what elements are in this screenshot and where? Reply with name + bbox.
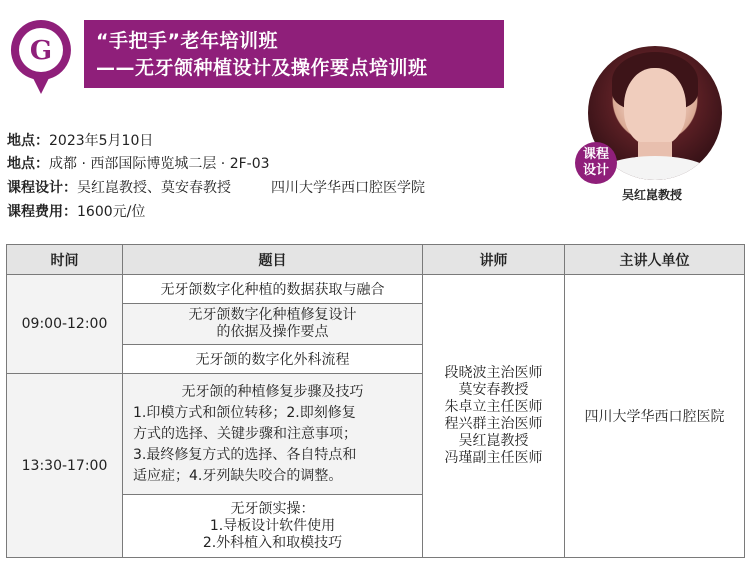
unit-cell: 四川大学华西口腔医院: [565, 275, 745, 558]
title-line-2: ——无牙颌种植设计及操作要点培训班: [96, 57, 428, 79]
info-place: [7, 154, 270, 174]
topic-5-line-1: 1.导板设计软件使用: [209, 517, 336, 534]
topic-cell: [123, 304, 423, 345]
table-header-row: [7, 245, 745, 275]
place-value: 成都 · 西部国际博览城二层 · 2F-03: [49, 156, 270, 172]
portrait-caption: 吴红崑教授: [622, 188, 683, 202]
info-fee: [7, 202, 145, 222]
lecturer-4: 程兴群主治医师: [444, 416, 543, 432]
topic-4-line-1: 1.印模方式和颌位转移；2.即刻修复: [133, 404, 356, 421]
info-date: [7, 131, 153, 151]
design-org: 四川大学华西口腔医学院: [271, 180, 425, 196]
header-lecturer: 讲师: [423, 245, 565, 275]
lecturer-1: 段晓波主治医师: [444, 365, 543, 381]
design-label: 课程设计：: [7, 180, 77, 196]
topic-4-title: 无牙颌的种植修复步骤及技巧: [181, 383, 364, 400]
fee-value: 1600元/位: [77, 204, 146, 220]
topic-5-title: 无牙颌实操：: [230, 500, 315, 517]
topic-4-line-2: 方式的选择、关键步骤和注意事项；: [133, 425, 357, 442]
topic-4-line-4: 适应症；4.牙列缺失咬合的调整。: [133, 467, 343, 484]
topic-cell: 无牙颌的数字化外科流程: [123, 345, 423, 374]
place-label: 地点：: [7, 156, 49, 172]
header-unit: 主讲人单位: [565, 245, 745, 275]
logo-g-icon: [7, 16, 75, 96]
course-design-badge: [575, 142, 617, 184]
topic-5-line-2: 2.外科植入和取模技巧: [202, 534, 343, 551]
topic-cell: [123, 495, 423, 558]
table-row: [7, 275, 745, 304]
lecturer-6: 冯瑾副主任医师: [444, 450, 543, 466]
badge-line-1: 课程: [582, 147, 609, 162]
schedule-table: [6, 244, 745, 558]
topic-2-line-1: 无牙颌数字化种植修复设计: [188, 307, 357, 323]
lecturer-5: 吴红崑教授: [458, 433, 529, 449]
fee-label: 课程费用：: [7, 204, 77, 220]
lecturer-3: 朱卓立主任医师: [444, 399, 543, 415]
header-time: 时间: [7, 245, 123, 275]
lecturers-cell: [423, 275, 565, 558]
lecturer-2: 莫安春教授: [458, 382, 529, 398]
info-design: [7, 178, 425, 198]
topic-cell: [123, 374, 423, 495]
badge-line-2: 设计: [582, 163, 609, 178]
date-value: 2023年5月10日: [49, 133, 154, 149]
logo-letter: G: [29, 36, 53, 66]
title-banner: [84, 20, 504, 88]
header-topic: 题目: [123, 245, 423, 275]
design-value: 吴红崑教授、莫安春教授: [77, 180, 231, 196]
topic-4-line-3: 3.最终修复方式的选择、各自特点和: [133, 446, 357, 463]
time-afternoon: 13:30-17:00: [7, 374, 123, 558]
title-line-1: “手把手”老年培训班: [96, 30, 278, 52]
topic-cell: 无牙颌数字化种植的数据获取与融合: [123, 275, 423, 304]
topic-2-line-2: 的依据及操作要点: [216, 324, 329, 340]
time-morning: 09:00-12:00: [7, 275, 123, 374]
date-label: 地点：: [7, 133, 49, 149]
